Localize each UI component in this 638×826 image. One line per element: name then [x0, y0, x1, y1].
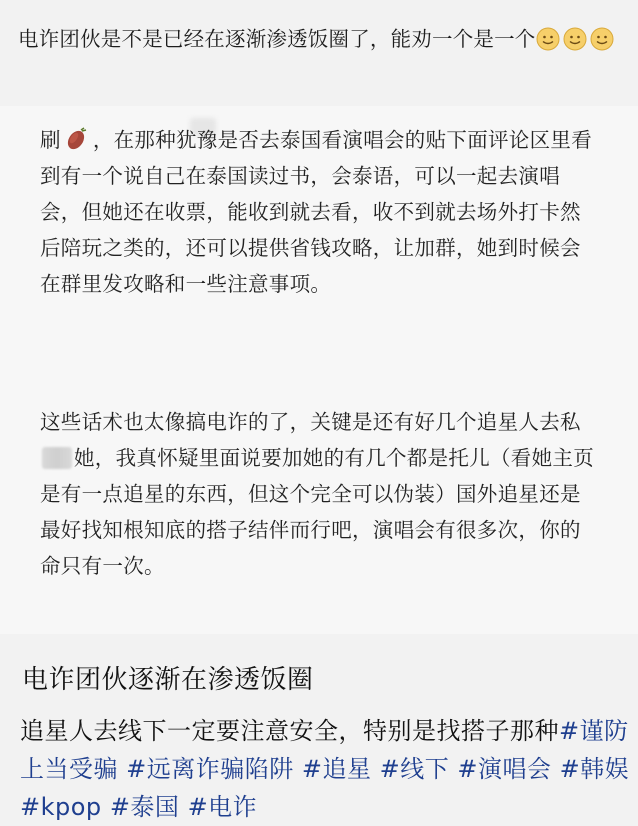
- hashtag-link[interactable]: #韩娱: [559, 755, 630, 783]
- top-post-text: [18, 22, 618, 56]
- blurred-word: [42, 447, 72, 469]
- top-post-body: 电诈团伙是不是已经在逐渐渗透饭圈了，能劝一个是一个: [18, 27, 536, 51]
- hashtag-link[interactable]: #电诈: [187, 793, 258, 821]
- hashtag-link[interactable]: #kpop: [20, 793, 102, 821]
- hashtag-link[interactable]: #远离诈骗陷阱: [126, 755, 294, 783]
- hashtag-link[interactable]: #谨防上当受骗: [20, 717, 629, 783]
- smile-emoji-icon: [563, 27, 587, 51]
- smile-emoji-icon: [536, 27, 560, 51]
- quoted-paragraph-1: [40, 122, 600, 302]
- hashtag-link[interactable]: #演唱会: [457, 755, 552, 783]
- post-body: [20, 712, 630, 826]
- hashtag-link[interactable]: #线下: [379, 755, 450, 783]
- hashtag-link[interactable]: #泰国: [109, 793, 180, 821]
- quote-paragraph-2-before: 这些话术也太像搞电诈的了，关键是还有好几个追星人去私: [40, 410, 581, 434]
- post-title: 电诈团伙逐渐在渗透饭圈: [22, 665, 314, 695]
- hashtag-link[interactable]: #追星: [301, 755, 372, 783]
- quote-prefix: 刷: [40, 128, 61, 152]
- post-body-text: 追星人去线下一定要注意安全，特别是找搭子那种: [20, 717, 559, 745]
- quoted-paragraph-2: [40, 404, 600, 584]
- quote-paragraph-2-after: 她，我真怀疑里面说要加她的有几个都是托儿（看她主页是有一点追星的东西，但这个完全可以伪装）国外追星还是最好找知根知底的搭子结伴而行吧，演唱会有很多次，你的命只有一次。: [40, 446, 594, 578]
- emoji-group: [536, 27, 617, 51]
- sweet-potato-icon: [63, 126, 89, 152]
- smile-emoji-icon: [590, 27, 614, 51]
- quote-paragraph-1-text: ，在那种犹豫是否去泰国看演唱会的贴下面评论区里看到有一个说自己在泰国读过书，会泰语，可以一起去演唱会，但她还在收票，能收到就去看，收不到就去场外打卡然后陪玩之类的，还可以提供省钱攻略，让加群，她到时候会在群里发攻略和一些注意事项。: [40, 128, 593, 296]
